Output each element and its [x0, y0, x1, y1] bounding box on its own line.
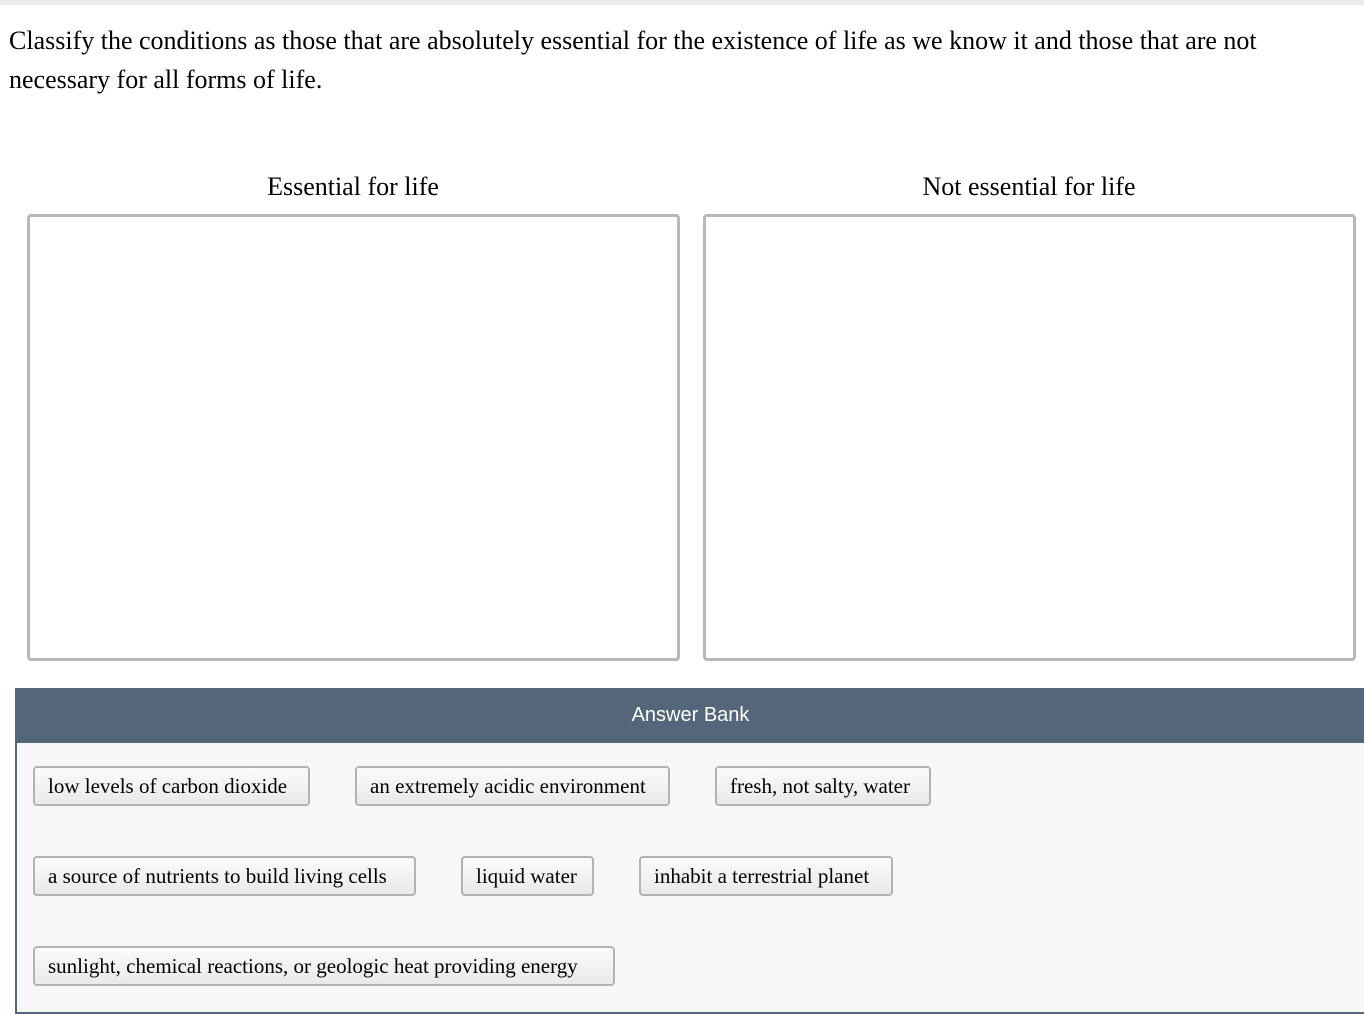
answer-chip-acidic-environment[interactable]: an extremely acidic environment	[355, 766, 670, 806]
bin-title-essential: Essential for life	[267, 172, 439, 201]
answer-chip-liquid-water[interactable]: liquid water	[461, 856, 594, 896]
answer-chip-low-co2[interactable]: low levels of carbon dioxide	[33, 766, 310, 806]
answer-chip-terrestrial-planet[interactable]: inhabit a terrestrial planet	[639, 856, 893, 896]
top-divider	[0, 0, 1364, 5]
drop-zone-essential[interactable]	[27, 214, 680, 661]
answer-bank	[15, 688, 1364, 1014]
drop-zone-not-essential[interactable]	[703, 214, 1356, 661]
answer-bank-header: Answer Bank	[17, 688, 1364, 743]
bin-title-not-essential: Not essential for life	[922, 172, 1136, 201]
answer-chip-energy-source[interactable]: sunlight, chemical reactions, or geologic heat providing energy	[33, 946, 615, 986]
answer-chip-fresh-water[interactable]: fresh, not salty, water	[715, 766, 931, 806]
question-prompt: Classify the conditions as those that are absolutely essential for the existence of life as we know it and those that are not necessary for all forms of life.	[9, 26, 1257, 94]
answer-chip-nutrients[interactable]: a source of nutrients to build living cells	[33, 856, 416, 896]
